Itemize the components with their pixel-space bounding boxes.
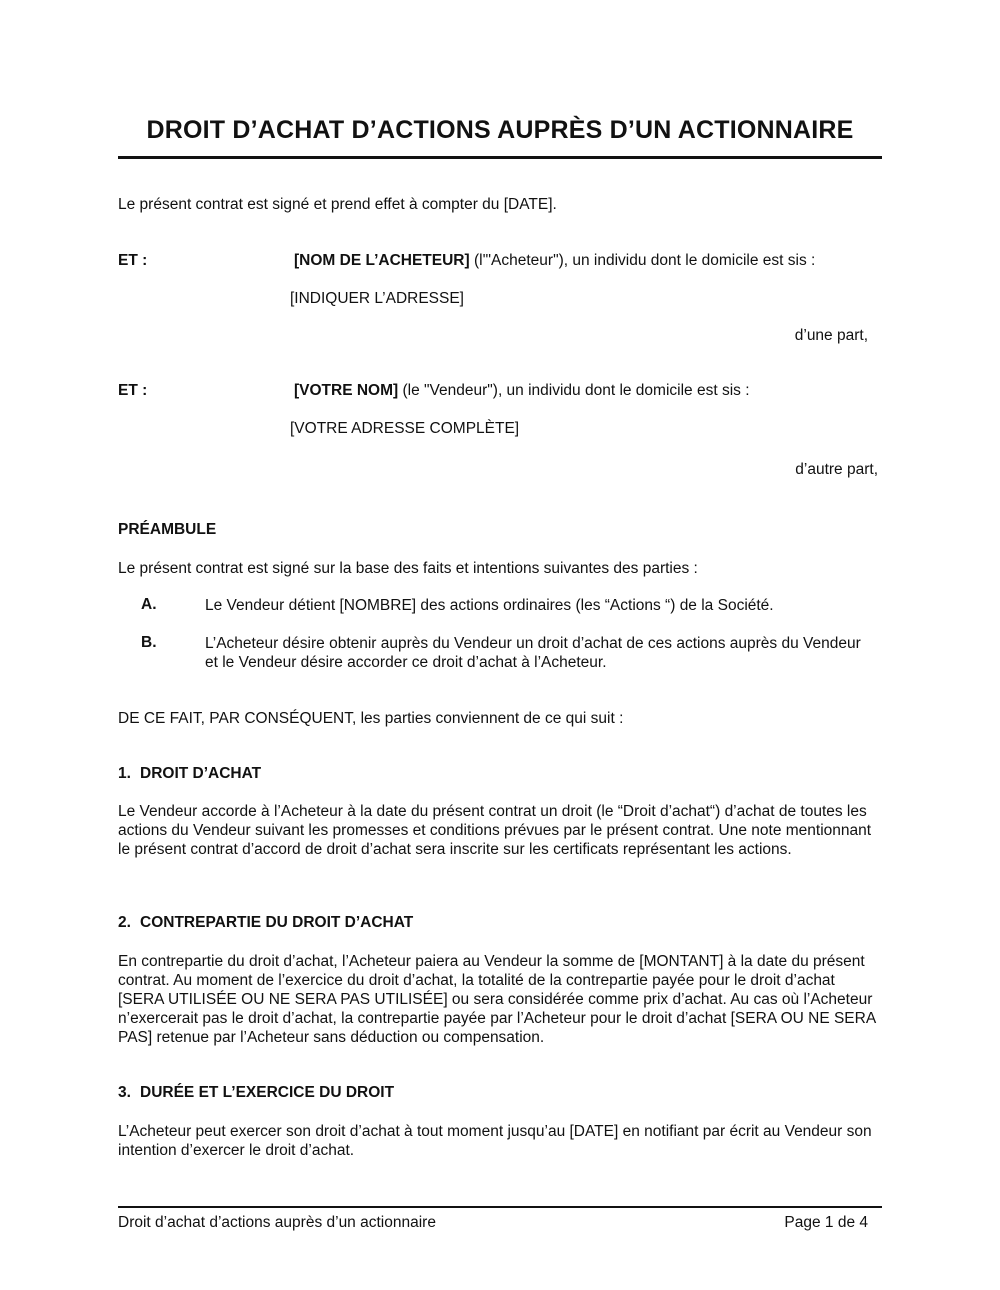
section-1-text: Le Vendeur accorde à l’Acheteur à la date du présent contrat un droit (le “Droit d’achat“) d’achat de toutes les actions du Vendeur suivant les promesses et conditions prévues par le présent contrat. Une note mentionnant le présent contrat d’accord de droit d’achat sera inscrite sur les certificats représentant les actions. (118, 803, 872, 858)
section-3-heading (118, 1084, 394, 1102)
preamble-heading: PRÉAMBULE (118, 521, 217, 538)
footer-document-name: Droit d’achat d’actions auprès d’un actionnaire (118, 1214, 436, 1231)
section-3-title: DURÉE ET L’EXERCICE DU DROIT (140, 1084, 395, 1101)
section-2-heading (118, 914, 413, 932)
footer-page-number: Page 1 de 4 (784, 1214, 868, 1231)
party-2-side: d’autre part, (795, 461, 878, 478)
party-2-name: [VOTRE NOM] (294, 382, 399, 399)
party-1-name: [NOM DE L’ACHETEUR] (294, 252, 470, 269)
party-1-label: ET : (118, 252, 148, 269)
preamble-text: Le présent contrat est signé sur la base des faits et intentions suivantes des parties : (118, 560, 698, 577)
preamble-item-b-text: L’Acheteur désire obtenir auprès du Vendeur un droit d’achat de ces actions auprès du Vendeur et le Vendeur désire accorder ce droit d’achat à l’Acheteur. (205, 635, 861, 671)
section-1-number: 1. (118, 765, 131, 782)
party-2-line (294, 382, 750, 400)
preamble-item-b-letter: B. (141, 634, 157, 651)
document-title: DROIT D’ACHAT D’ACTIONS AUPRÈS D’UN ACTIONNAIRE (146, 116, 854, 144)
title-underline (118, 156, 882, 159)
party-1-side: d’une part, (794, 327, 868, 344)
party-2-address: [VOTRE ADRESSE COMPLÈTE] (290, 420, 520, 437)
section-2-text: En contrepartie du droit d’achat, l’Acheteur paiera au Vendeur la somme de [MONTANT] à la date du présent contrat. Au moment de l’exercice du droit d’achat, la totalité de la contrepartie payée pour le droit d’achat [SERA UTILISÉE OU NE SERA PAS UTILISÉE] ou sera considérée comme prix d’achat. Au cas où l’Acheteur n’exercerait pas le droit d’achat, la contrepartie payée par l’Acheteur pour le droit d’achat [SERA OU NE SERA PAS] retenue par l’Acheteur sans déduction ou compensation. (118, 953, 876, 1046)
section-1-heading (118, 765, 261, 783)
preamble-item-a-text: Le Vendeur détient [NOMBRE] des actions ordinaires (les “Actions “) de la Société. (205, 597, 774, 614)
preamble-item-a-letter: A. (141, 596, 157, 613)
party-2-label: ET : (118, 382, 148, 399)
preamble-conclusion: DE CE FAIT, PAR CONSÉQUENT, les parties conviennent de ce qui suit : (118, 710, 624, 727)
party-1-line (294, 252, 815, 270)
party-1-description: (l'"Acheteur"), un individu dont le domicile est sis : (469, 252, 816, 269)
section-2-number: 2. (118, 914, 131, 931)
party-1-address: [INDIQUER L’ADRESSE] (290, 290, 464, 307)
section-3-number: 3. (118, 1084, 131, 1101)
section-2-title: CONTREPARTIE DU DROIT D’ACHAT (140, 914, 414, 931)
footer-rule (118, 1206, 882, 1208)
party-2-description: (le "Vendeur"), un individu dont le domicile est sis : (398, 382, 750, 399)
intro-paragraph: Le présent contrat est signé et prend effet à compter du [DATE]. (118, 196, 557, 213)
section-3-text: L’Acheteur peut exercer son droit d’achat à tout moment jusqu’au [DATE] en notifiant par écrit au Vendeur son intention d’exercer le droit d’achat. (118, 1123, 872, 1159)
section-1-title: DROIT D’ACHAT (140, 765, 262, 782)
